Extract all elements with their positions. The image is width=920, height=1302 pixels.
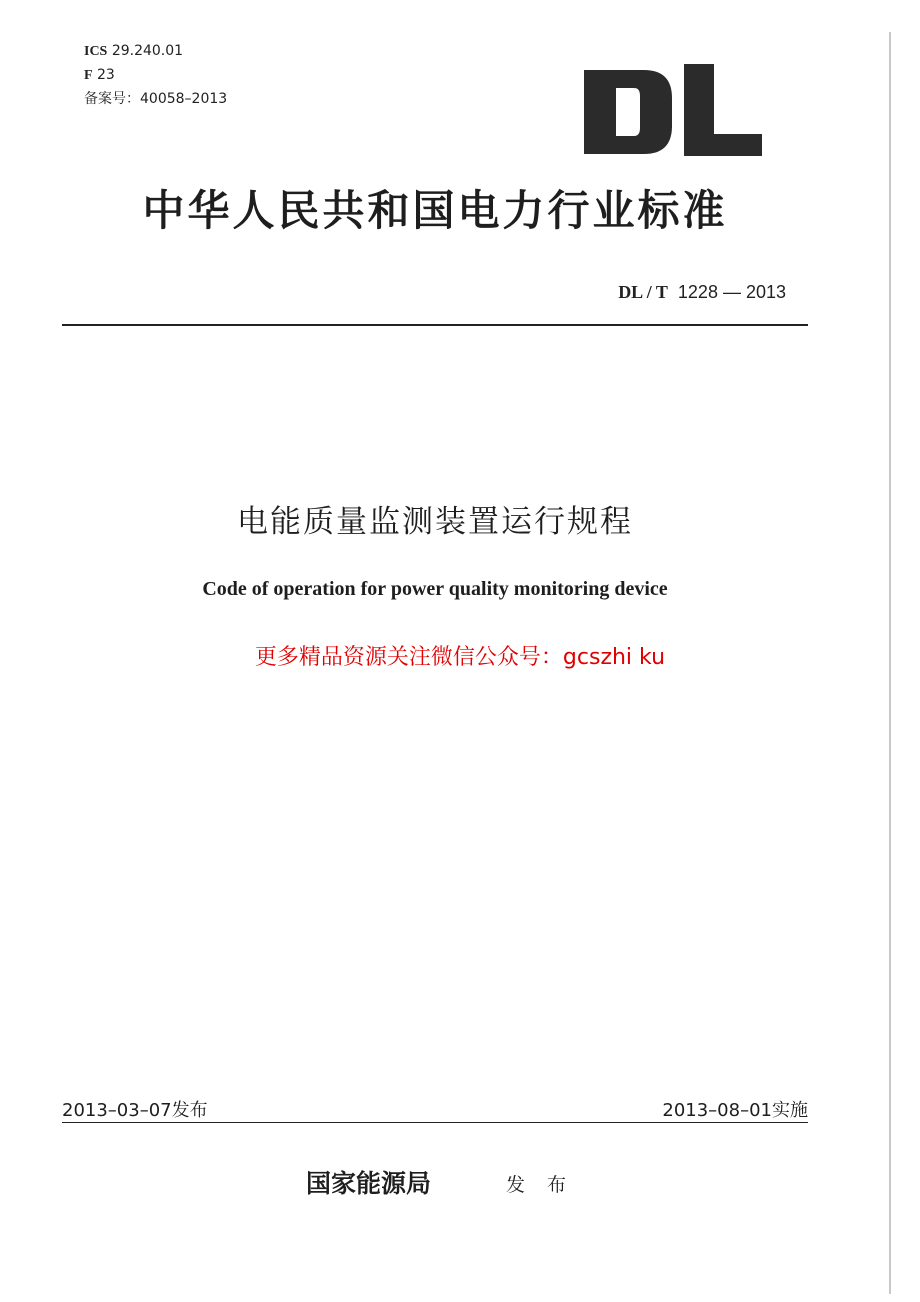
implementation-date: 2013–08–01实施	[662, 1100, 808, 1121]
document-title-chinese: 电能质量监测装置运行规程	[237, 504, 633, 540]
top-divider	[62, 324, 808, 326]
ics-value: 29.240.01	[111, 43, 184, 59]
bottom-divider	[62, 1122, 808, 1123]
record-label: 备案号：	[84, 91, 140, 107]
record-value: 40058–2013	[140, 91, 228, 107]
publisher-name: 国家能源局	[306, 1169, 432, 1198]
publish-label: 发 布	[506, 1174, 575, 1196]
classification-value: 23	[97, 67, 115, 83]
document-title-english: Code of operation for power quality monitoring device	[202, 578, 668, 600]
dl-logo-letter-d	[584, 70, 672, 154]
classification-label: F	[84, 68, 93, 83]
standard-number	[618, 282, 786, 303]
classification-code	[84, 66, 115, 85]
standard-header: 中华人民共和国电力行业标准	[142, 186, 728, 235]
record-number	[84, 90, 227, 108]
standard-code: 1228 — 2013	[677, 282, 786, 302]
dl-logo	[584, 64, 762, 160]
standard-prefix: DL / T	[618, 282, 668, 302]
dl-logo-letter-l	[684, 64, 762, 156]
scan-edge-line	[889, 32, 891, 1294]
issue-date: 2013–03–07发布	[62, 1100, 208, 1121]
watermark-notice: 更多精品资源关注微信公众号：gcszhi ku	[254, 645, 666, 670]
ics-code	[84, 42, 183, 61]
ics-label: ICS	[84, 44, 108, 59]
